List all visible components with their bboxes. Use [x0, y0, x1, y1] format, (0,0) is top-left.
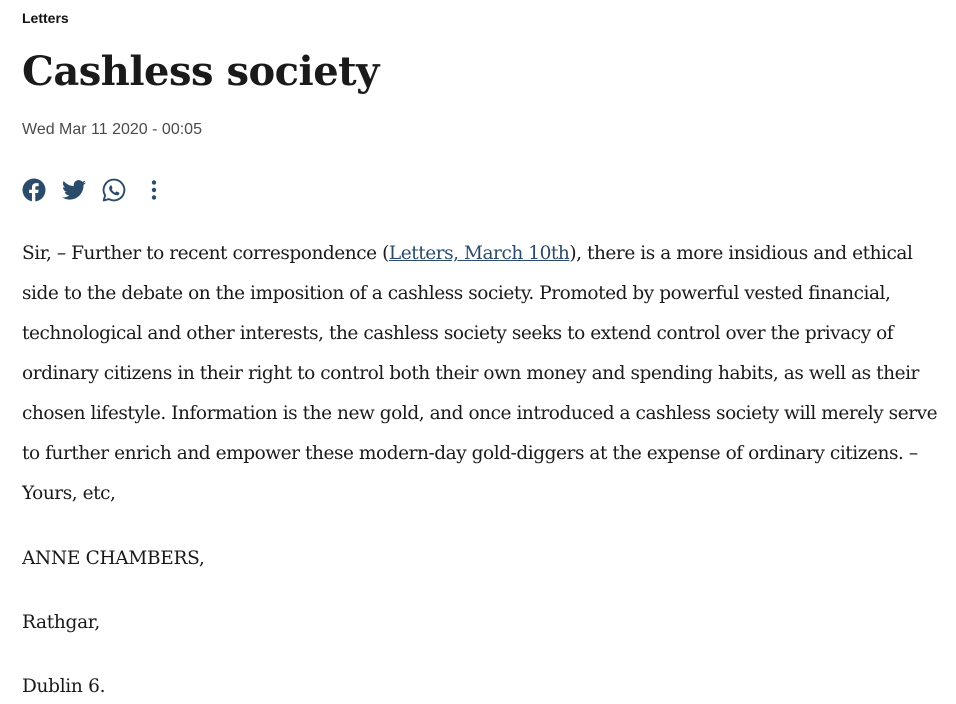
- signature-name: ANNE CHAMBERS,: [22, 548, 205, 569]
- share-facebook-button[interactable]: [22, 178, 46, 202]
- share-whatsapp-button[interactable]: [102, 178, 126, 202]
- whatsapp-icon: [102, 178, 126, 202]
- twitter-icon: [62, 180, 86, 200]
- share-bar: [22, 178, 182, 202]
- section-label-letters[interactable]: Letters: [22, 10, 69, 26]
- letters-march-10th-link[interactable]: Letters, March 10th: [388, 243, 570, 264]
- article-body-intro: Sir, – Further to recent correspondence (: [22, 243, 389, 264]
- article-body-text: ), there is a more insidious and ethical side to the debate on the imposition of a cashless society. Promoted by powerful vested financial, technological and other interests, the cashless society seeks to extend control over the privacy of ordinary citizens in their right to control both their own money and spending habits, as well as their chosen lifestyle. Information is the new gold, and once introduced a cashless society will merely serve to further enrich and empower these modern-day gold-diggers at the expense of ordinary citizens. – Yours, etc,: [22, 243, 938, 504]
- article-body: [22, 234, 942, 514]
- facebook-icon: [22, 178, 46, 202]
- signature-city: Dublin 6.: [22, 676, 106, 697]
- article-title: Cashless society: [22, 48, 379, 95]
- share-twitter-button[interactable]: [62, 178, 86, 202]
- more-options-button[interactable]: [142, 178, 166, 202]
- more-options-icon: [142, 178, 166, 202]
- signature-place: Rathgar,: [22, 612, 100, 633]
- article-date: Wed Mar 11 2020 - 00:05: [22, 121, 202, 138]
